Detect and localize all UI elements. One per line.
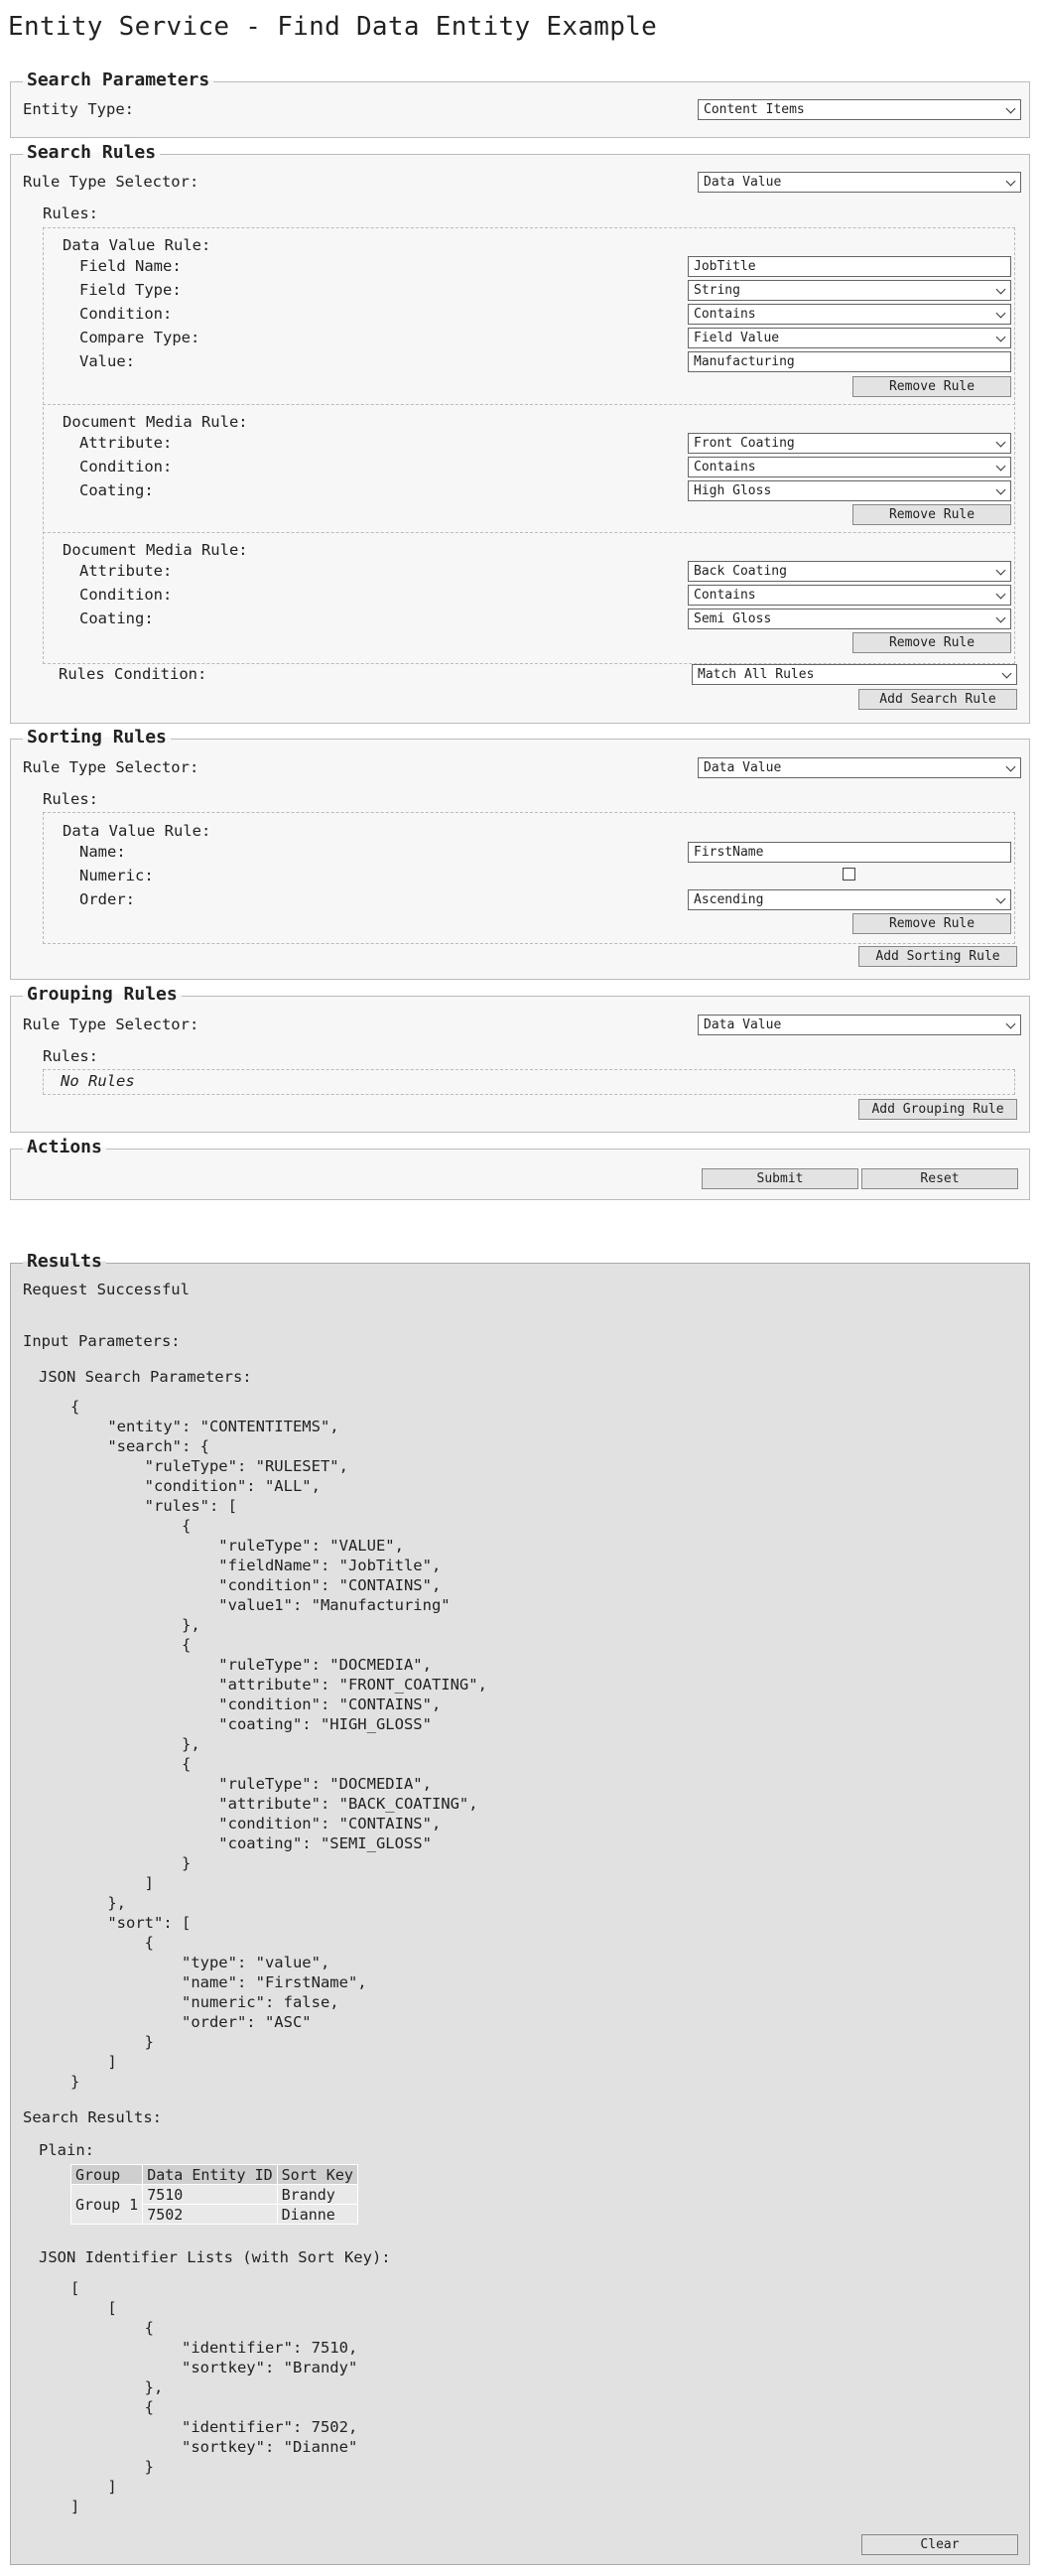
plain-label: Plain: xyxy=(39,2141,94,2159)
field-name-label: Field Name: xyxy=(79,257,182,275)
rule3-coating-select[interactable]: Semi Gloss xyxy=(688,609,1011,629)
rule3-coating-label: Coating: xyxy=(79,610,154,627)
group-rules-list xyxy=(43,1069,1015,1095)
sorting-rules-title: Sorting Rules xyxy=(23,727,171,747)
search-rule-type-label: Rule Type Selector: xyxy=(23,173,199,191)
sort-rule1-heading: Data Value Rule: xyxy=(63,822,211,840)
entity-id-cell: 7510 xyxy=(143,2185,277,2205)
rule1-remove-button[interactable]: Remove Rule xyxy=(852,376,1011,397)
grouping-rules-panel xyxy=(10,984,1030,1133)
rule3-attribute-select[interactable]: Back Coating xyxy=(688,561,1011,582)
rule3-remove-button[interactable]: Remove Rule xyxy=(852,632,1011,653)
sorting-rules-panel xyxy=(10,727,1030,980)
results-panel xyxy=(10,1251,1030,2565)
search-rules-panel xyxy=(10,142,1030,724)
rule2-attribute-select[interactable]: Front Coating xyxy=(688,433,1011,454)
group-rule-type-label: Rule Type Selector: xyxy=(23,1016,199,1033)
sort-name-label: Name: xyxy=(79,843,126,861)
rules-condition-label: Rules Condition: xyxy=(59,665,207,683)
rules-condition-select[interactable]: Match All Rules xyxy=(692,664,1017,685)
numeric-label: Numeric: xyxy=(79,867,154,884)
sort-name-input[interactable]: FirstName xyxy=(688,842,1011,863)
table-header: Data Entity ID xyxy=(143,2165,277,2185)
value-label: Value: xyxy=(79,352,135,370)
actions-panel xyxy=(10,1137,1030,1200)
json-search-parameters-label: JSON Search Parameters: xyxy=(39,1368,252,1386)
rule-divider xyxy=(43,532,1015,533)
search-results-label: Search Results: xyxy=(23,2108,162,2126)
rule3-condition-select[interactable]: Contains xyxy=(688,585,1011,606)
actions-title: Actions xyxy=(23,1137,106,1157)
numeric-checkbox[interactable] xyxy=(843,868,855,881)
entity-id-cell: 7502 xyxy=(143,2205,277,2225)
results-table xyxy=(70,2164,358,2225)
rule2-heading: Document Media Rule: xyxy=(63,413,248,431)
search-rules-label: Rules: xyxy=(43,204,98,222)
compare-type-select[interactable]: Field Value xyxy=(688,328,1011,348)
group-rules-label: Rules: xyxy=(43,1047,98,1065)
rule-divider xyxy=(43,404,1015,405)
group-rule-type-select[interactable]: Data Value xyxy=(698,1015,1021,1035)
table-header: Sort Key xyxy=(277,2165,357,2185)
entity-type-label: Entity Type: xyxy=(23,100,134,118)
rule1-condition-label: Condition: xyxy=(79,305,173,323)
entity-type-select[interactable]: Content Items xyxy=(698,99,1021,120)
rule3-condition-label: Condition: xyxy=(79,586,173,604)
order-select[interactable]: Ascending xyxy=(688,889,1011,910)
results-title: Results xyxy=(23,1251,106,1272)
sort-rule-type-select[interactable]: Data Value xyxy=(698,757,1021,778)
rule3-heading: Document Media Rule: xyxy=(63,541,248,559)
search-rules-title: Search Rules xyxy=(23,142,160,163)
table-header: Group xyxy=(71,2165,143,2185)
rule2-condition-label: Condition: xyxy=(79,458,173,475)
sort-rules-label: Rules: xyxy=(43,790,98,808)
rule2-coating-select[interactable]: High Gloss xyxy=(688,480,1011,501)
page-title: Entity Service - Find Data Entity Example xyxy=(8,12,658,42)
search-parameters-title: Search Parameters xyxy=(23,69,213,90)
add-sorting-rule-button[interactable]: Add Sorting Rule xyxy=(858,946,1017,967)
field-name-input[interactable]: JobTitle xyxy=(688,256,1011,277)
rule1-condition-select[interactable]: Contains xyxy=(688,304,1011,325)
value-input[interactable]: Manufacturing xyxy=(688,351,1011,372)
sort-key-cell: Dianne xyxy=(277,2205,357,2225)
submit-button[interactable]: Submit xyxy=(702,1168,858,1189)
sort-rule1-remove-button[interactable]: Remove Rule xyxy=(852,913,1011,934)
table-header-row xyxy=(71,2165,358,2185)
reset-button[interactable]: Reset xyxy=(861,1168,1018,1189)
compare-type-label: Compare Type: xyxy=(79,329,200,346)
table-row xyxy=(71,2185,358,2205)
grouping-rules-title: Grouping Rules xyxy=(23,984,182,1005)
input-parameters-label: Input Parameters: xyxy=(23,1332,181,1350)
field-type-label: Field Type: xyxy=(79,281,182,299)
no-rules-text: No Rules xyxy=(61,1072,135,1090)
request-status: Request Successful xyxy=(23,1281,190,1298)
json-search-parameters: { "entity": "CONTENTITEMS", "search": { "ruleType": "RULESET", "condition": "ALL", "rules": [ { "ruleType": "VALUE", "fieldName": "JobTitle", "condition": "CONTAINS", "value1": "Manufacturing" }, { "ruleType": "DOCMEDIA", "attribute": "FRONT_COATING", "condition": "CONTAINS", "coating": "HIGH_GLOSS" }, { "ruleType": "DOCMEDIA", "attribute": "BACK_COATING", "condition": "CONTAINS", "coating": "SEMI_GLOSS" } ] }, "sort": [ { "type": "value", "name": "FirstName", "numeric": false, "order": "ASC" } ] } xyxy=(70,1398,487,2091)
json-identifier-lists-label: JSON Identifier Lists (with Sort Key): xyxy=(39,2248,391,2266)
order-label: Order: xyxy=(79,890,135,908)
rule2-attribute-label: Attribute: xyxy=(79,434,173,452)
add-grouping-rule-button[interactable]: Add Grouping Rule xyxy=(858,1099,1017,1120)
field-type-select[interactable]: String xyxy=(688,280,1011,301)
rule2-condition-select[interactable]: Contains xyxy=(688,457,1011,477)
json-identifier-lists: [ [ { "identifier": 7510, "sortkey": "Brandy" }, { "identifier": 7502, "sortkey": "Dianne" } ] ] xyxy=(70,2279,358,2515)
rule1-heading: Data Value Rule: xyxy=(63,236,211,254)
rule2-remove-button[interactable]: Remove Rule xyxy=(852,504,1011,525)
search-parameters-panel xyxy=(10,69,1030,138)
rule3-attribute-label: Attribute: xyxy=(79,562,173,580)
add-search-rule-button[interactable]: Add Search Rule xyxy=(858,689,1017,710)
clear-button[interactable]: Clear xyxy=(861,2534,1018,2555)
group-cell: Group 1 xyxy=(71,2185,143,2225)
rule2-coating-label: Coating: xyxy=(79,481,154,499)
sort-key-cell: Brandy xyxy=(277,2185,357,2205)
sort-rule-type-label: Rule Type Selector: xyxy=(23,758,199,776)
search-rule-type-select[interactable]: Data Value xyxy=(698,172,1021,193)
